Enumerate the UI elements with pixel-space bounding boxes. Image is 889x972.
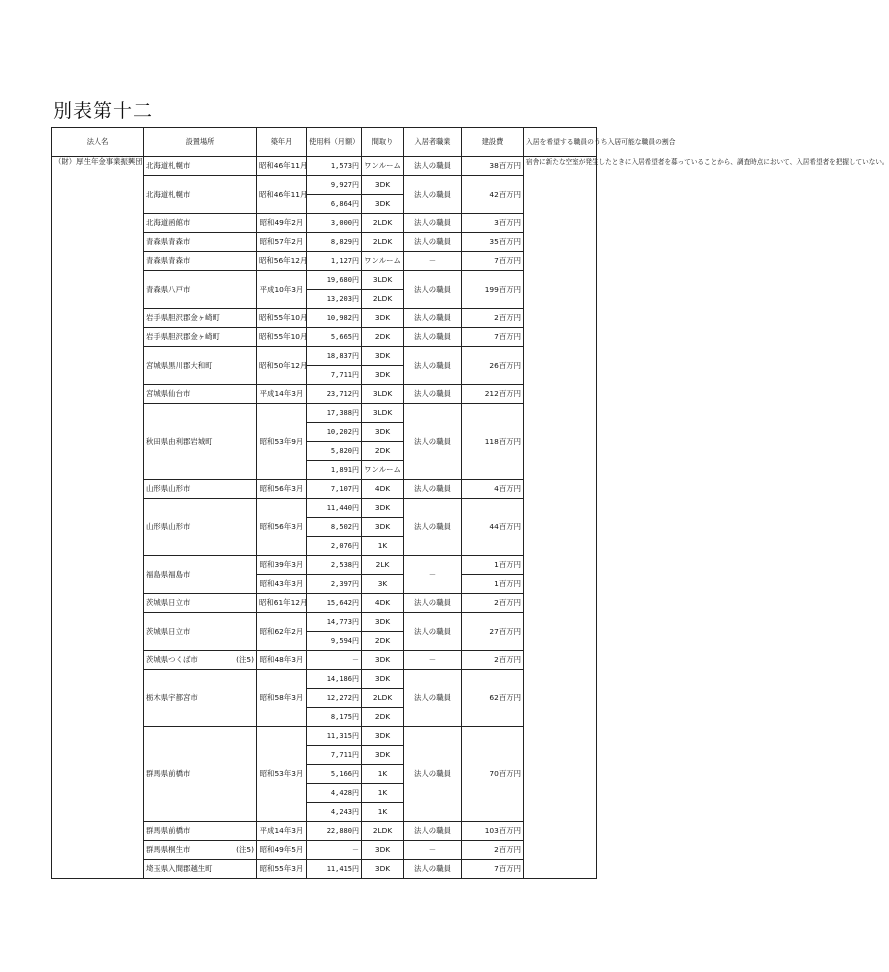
layout-cell: 3DK (362, 746, 404, 765)
location-footnote: (注5) (236, 845, 254, 854)
location-text: 北海道函館市 (146, 218, 191, 227)
layout-cell: 2LDK (362, 689, 404, 708)
rent-cell: 5,665円 (307, 328, 362, 347)
built-cell: 昭和53年9月 (257, 404, 307, 480)
location-text: 栃木県宇都宮市 (146, 693, 198, 702)
layout-cell: 2LK (362, 556, 404, 575)
location-text: 茨城県日立市 (146, 626, 191, 636)
occupation-cell: 法人の職員 (404, 214, 462, 233)
rent-cell: － (307, 651, 362, 670)
location-text: 埼玉県入間郡越生町 (146, 864, 213, 873)
layout-cell: 3DK (362, 309, 404, 328)
built-cell: 昭和43年3月 (257, 575, 307, 594)
location-text: 茨城県つくば市 (146, 655, 198, 664)
occupation-cell: 法人の職員 (404, 385, 462, 404)
built-cell: 平成14年3月 (257, 385, 307, 404)
rent-cell: 1,891円 (307, 461, 362, 480)
location-text: 山形県山形市 (146, 484, 191, 493)
built-cell: 昭和56年12月 (257, 252, 307, 271)
cost-cell: 2百万円 (462, 651, 524, 670)
built-cell: 昭和55年3月 (257, 860, 307, 879)
rent-cell: 4,243円 (307, 803, 362, 822)
rent-cell: 2,538円 (307, 556, 362, 575)
rent-cell: 3,000円 (307, 214, 362, 233)
layout-cell: 3DK (362, 613, 404, 632)
layout-cell: 3LDK (362, 404, 404, 423)
occupation-cell: 法人の職員 (404, 594, 462, 613)
location-cell (144, 480, 257, 499)
location-text: 青森県青森市 (146, 256, 191, 265)
occupation-cell: 法人の職員 (404, 347, 462, 385)
layout-cell: 3LDK (362, 271, 404, 290)
location-cell (144, 822, 257, 841)
occupation-cell: 法人の職員 (404, 613, 462, 651)
cost-cell: 42百万円 (462, 176, 524, 214)
layout-cell: 3DK (362, 176, 404, 195)
rent-cell: 8,175円 (307, 708, 362, 727)
rent-cell: 1,573円 (307, 157, 362, 176)
built-cell: 昭和56年3月 (257, 480, 307, 499)
rent-cell: 8,502円 (307, 518, 362, 537)
cost-cell: 1百万円 (462, 556, 524, 575)
built-cell: 昭和48年3月 (257, 651, 307, 670)
location-cell (144, 670, 257, 727)
page-title: 別表第十二 (53, 100, 154, 122)
cost-cell: 38百万円 (462, 157, 524, 176)
cost-cell: 3百万円 (462, 214, 524, 233)
layout-cell: ワンルーム (362, 461, 404, 480)
layout-cell: 3DK (362, 727, 404, 746)
built-cell: 昭和58年3月 (257, 670, 307, 727)
location-text: 宮城県仙台市 (146, 389, 191, 398)
built-cell: 昭和61年12月 (257, 594, 307, 613)
occupation-cell: 法人の職員 (404, 670, 462, 727)
rent-cell: 7,711円 (307, 366, 362, 385)
location-text: 北海道札幌市 (146, 189, 191, 199)
rent-cell: 5,166円 (307, 765, 362, 784)
built-cell: 昭和62年2月 (257, 613, 307, 651)
location-cell (144, 271, 257, 309)
cost-cell: 212百万円 (462, 385, 524, 404)
location-cell (144, 157, 257, 176)
built-cell: 昭和53年3月 (257, 727, 307, 822)
layout-cell: 2LDK (362, 290, 404, 309)
location-text: 群馬県前橋市 (146, 769, 191, 778)
layout-cell: ワンルーム (362, 252, 404, 271)
layout-cell: 1K (362, 537, 404, 556)
layout-cell: 3DK (362, 670, 404, 689)
location-text: 山形県山形市 (146, 522, 191, 531)
occupation-cell: － (404, 252, 462, 271)
location-text: 宮城県黒川郡大和町 (146, 360, 213, 370)
header-note: 入居を希望する職員のうち入居可能な職員の割合 (524, 128, 597, 157)
rent-cell: 7,107円 (307, 480, 362, 499)
layout-cell: 3DK (362, 195, 404, 214)
cost-cell: 1百万円 (462, 575, 524, 594)
location-cell (144, 727, 257, 822)
layout-cell: 4DK (362, 480, 404, 499)
occupation-cell: － (404, 841, 462, 860)
layout-cell: 3DK (362, 860, 404, 879)
location-text: 岩手県胆沢郡金ヶ崎町 (146, 332, 220, 341)
rent-cell: 5,820円 (307, 442, 362, 461)
occupation-cell: － (404, 651, 462, 670)
cost-cell: 35百万円 (462, 233, 524, 252)
location-cell (144, 252, 257, 271)
rent-cell: 9,927円 (307, 176, 362, 195)
location-text: 福島県福島市 (146, 569, 191, 579)
rent-cell: 4,428円 (307, 784, 362, 803)
table-header-row (52, 128, 597, 157)
built-cell: 昭和46年11月 (257, 157, 307, 176)
rent-cell: 9,594円 (307, 632, 362, 651)
rent-cell: 17,388円 (307, 404, 362, 423)
rent-cell: 15,642円 (307, 594, 362, 613)
cost-cell: 7百万円 (462, 252, 524, 271)
layout-cell: 3DK (362, 366, 404, 385)
built-cell: 昭和55年10月 (257, 309, 307, 328)
cost-cell: 2百万円 (462, 594, 524, 613)
location-text: 群馬県前橋市 (146, 826, 191, 835)
built-cell: 昭和55年10月 (257, 328, 307, 347)
rent-cell: 11,440円 (307, 499, 362, 518)
occupation-cell: 法人の職員 (404, 157, 462, 176)
header-layout: 間取り (362, 128, 404, 157)
rent-cell: 14,186円 (307, 670, 362, 689)
built-cell: 昭和56年3月 (257, 499, 307, 556)
location-cell (144, 860, 257, 879)
layout-cell: 2LDK (362, 822, 404, 841)
location-cell (144, 499, 257, 556)
layout-cell: 3DK (362, 499, 404, 518)
layout-cell: 2DK (362, 632, 404, 651)
location-text: 秋田県由利郡岩城町 (146, 436, 213, 446)
header-cost: 建設費 (462, 128, 524, 157)
location-text: 群馬県桐生市 (146, 845, 191, 854)
location-cell (144, 594, 257, 613)
cost-cell: 199百万円 (462, 271, 524, 309)
occupation-cell: 法人の職員 (404, 176, 462, 214)
cost-cell: 44百万円 (462, 499, 524, 556)
occupation-cell: 法人の職員 (404, 860, 462, 879)
cost-cell: 27百万円 (462, 613, 524, 651)
location-cell (144, 404, 257, 480)
built-cell: 昭和49年2月 (257, 214, 307, 233)
location-cell (144, 328, 257, 347)
location-text: 青森県青森市 (146, 237, 191, 246)
layout-cell: 3DK (362, 518, 404, 537)
rent-cell: 12,272円 (307, 689, 362, 708)
rent-cell: 10,982円 (307, 309, 362, 328)
rent-cell: 10,202円 (307, 423, 362, 442)
layout-cell: 2DK (362, 708, 404, 727)
cost-cell: 118百万円 (462, 404, 524, 480)
cost-cell: 62百万円 (462, 670, 524, 727)
table-row (52, 157, 597, 176)
rent-cell: 8,829円 (307, 233, 362, 252)
rent-cell: 14,773円 (307, 613, 362, 632)
occupation-cell: 法人の職員 (404, 233, 462, 252)
rent-cell: 11,415円 (307, 860, 362, 879)
location-cell (144, 347, 257, 385)
rent-cell: － (307, 841, 362, 860)
built-cell: 昭和50年12月 (257, 347, 307, 385)
cost-cell: 2百万円 (462, 309, 524, 328)
layout-cell: 3DK (362, 423, 404, 442)
location-text: 岩手県胆沢郡金ヶ崎町 (146, 313, 220, 322)
occupation-cell: 法人の職員 (404, 822, 462, 841)
layout-cell: 1K (362, 803, 404, 822)
layout-cell: 3LDK (362, 385, 404, 404)
rent-cell: 6,864円 (307, 195, 362, 214)
rent-cell: 22,880円 (307, 822, 362, 841)
layout-cell: ワンルーム (362, 157, 404, 176)
layout-cell: 2DK (362, 442, 404, 461)
location-cell (144, 651, 257, 670)
occupation-cell: 法人の職員 (404, 499, 462, 556)
built-cell: 平成14年3月 (257, 822, 307, 841)
location-cell (144, 385, 257, 404)
corp-name-cell: （財）厚生年金事業振興団 (52, 157, 144, 879)
built-cell: 昭和39年3月 (257, 556, 307, 575)
cost-cell: 4百万円 (462, 480, 524, 499)
layout-cell: 3DK (362, 841, 404, 860)
header-location: 設置場所 (144, 128, 257, 157)
layout-cell: 3DK (362, 347, 404, 366)
location-text: 青森県八戸市 (146, 284, 191, 294)
rent-cell: 11,315円 (307, 727, 362, 746)
rent-cell: 2,076円 (307, 537, 362, 556)
layout-cell: 3K (362, 575, 404, 594)
layout-cell: 1K (362, 765, 404, 784)
location-cell (144, 214, 257, 233)
rent-cell: 1,127円 (307, 252, 362, 271)
occupation-cell: 法人の職員 (404, 480, 462, 499)
built-cell: 平成10年3月 (257, 271, 307, 309)
location-cell (144, 613, 257, 651)
header-occupation: 入居者職業 (404, 128, 462, 157)
rent-cell: 18,837円 (307, 347, 362, 366)
occupation-cell: 法人の職員 (404, 727, 462, 822)
location-cell (144, 233, 257, 252)
layout-cell: 1K (362, 784, 404, 803)
rent-cell: 23,712円 (307, 385, 362, 404)
note-cell: 宿舎に新たな空室が発生したときに入居希望者を募っていることから、調査時点において、入居希望者を把握していない。 (524, 157, 597, 879)
location-cell (144, 556, 257, 594)
cost-cell: 7百万円 (462, 860, 524, 879)
built-cell: 昭和57年2月 (257, 233, 307, 252)
occupation-cell: 法人の職員 (404, 404, 462, 480)
layout-cell: 2LDK (362, 233, 404, 252)
cost-cell: 2百万円 (462, 841, 524, 860)
rent-cell: 7,711円 (307, 746, 362, 765)
housing-table (51, 127, 889, 879)
location-footnote: (注5) (236, 655, 254, 664)
cost-cell: 70百万円 (462, 727, 524, 822)
location-cell (144, 309, 257, 328)
rent-cell: 13,203円 (307, 290, 362, 309)
header-built: 築年月 (257, 128, 307, 157)
header-corp: 法人名 (52, 128, 144, 157)
occupation-cell: － (404, 556, 462, 594)
layout-cell: 2LDK (362, 214, 404, 233)
location-cell (144, 176, 257, 214)
location-text: 北海道札幌市 (146, 161, 191, 170)
cost-cell: 26百万円 (462, 347, 524, 385)
location-cell (144, 841, 257, 860)
rent-cell: 19,680円 (307, 271, 362, 290)
occupation-cell: 法人の職員 (404, 271, 462, 309)
cost-cell: 7百万円 (462, 328, 524, 347)
layout-cell: 2DK (362, 328, 404, 347)
occupation-cell: 法人の職員 (404, 328, 462, 347)
header-rent: 使用料（月額） (307, 128, 362, 157)
cost-cell: 103百万円 (462, 822, 524, 841)
layout-cell: 4DK (362, 594, 404, 613)
layout-cell: 3DK (362, 651, 404, 670)
built-cell: 昭和49年5月 (257, 841, 307, 860)
built-cell: 昭和46年11月 (257, 176, 307, 214)
occupation-cell: 法人の職員 (404, 309, 462, 328)
location-text: 茨城県日立市 (146, 598, 191, 607)
rent-cell: 2,397円 (307, 575, 362, 594)
